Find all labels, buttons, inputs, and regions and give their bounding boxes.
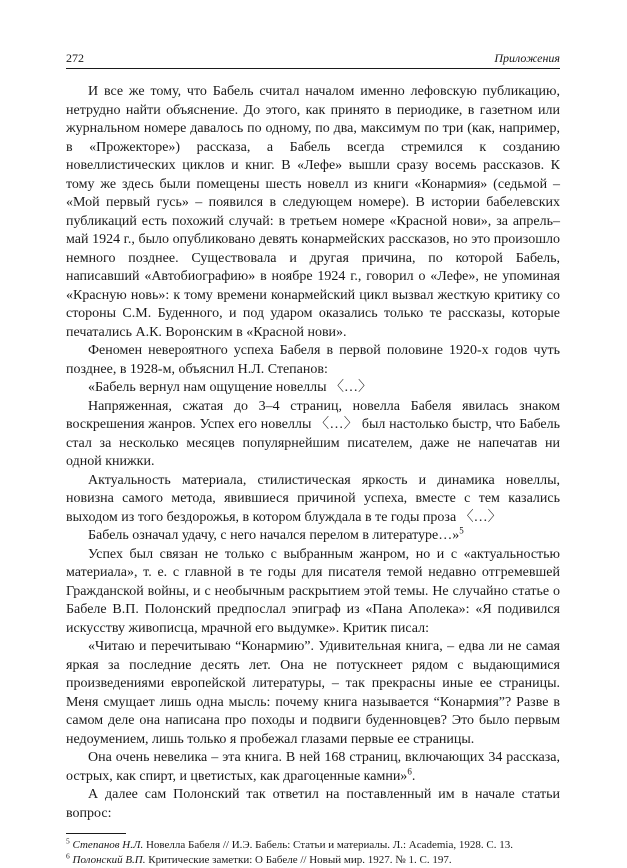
quote-paragraph [66,527,560,546]
footnote-mark: 5 [66,836,70,846]
footnote-ref[interactable]: 5 [459,525,464,536]
paragraph: Успех был связан не только с выбранным жанром, но и с «актуальностью материала», т. е. с главной в те годы для писателя темой недавно отгремевшей Гражданской войны, и с необычным раскрытием этой темы. Не случайно статье о Бабеле В.П. Полонский предпослал эпиграф из «Пана Аполека»: «Я подивился искусству живописца, мрачной его выдумке». Критик писал: [66,546,560,636]
footnote-author: Степанов Н.Л. [72,839,144,851]
quote-paragraph: Напряженная, сжатая до 3–4 страниц, новелла Бабеля явилась знаком воскрешения жанров. Успех его новеллы 〈…〉 был настолько быстр, что Бабель стал за несколько месяцев популярнейшим писателем, даже не напечатав ни одной книжки. [66,398,560,469]
footnote [66,853,560,868]
footnote [66,838,560,853]
paragraph: Феномен невероятного успеха Бабеля в первой половине 1920-х годов чуть позднее, в 1928-м, объяснил Н.Л. Степанов: [66,343,560,377]
footnote-text: Критические заметки: О Бабеле // Новый мир. 1927. № 1. С. 197. [145,854,452,866]
running-title: Приложения [494,51,560,65]
quote-text: Бабель означал удачу, с него начался перелом в литературе…» [88,528,460,543]
book-page [66,50,560,868]
footnote-author: Полонский В.П. [72,854,146,866]
body-text [66,83,560,823]
quote-paragraph: Актуальность материала, стилистическая яркость и динамика новеллы, новизна самого метода, явившиеся причиной успеха, вместе с тем казались выходом из того бездорожья, в котором блуждала в те годы проза 〈…〉 [66,472,560,525]
footnote-ref[interactable]: 6 [407,765,412,776]
footnotes [66,838,560,868]
quote-text: Она очень невелика – эта книга. В ней 168 страниц, включающих 34 рассказа, острых, как спирт, и цветистых, как драгоценные камни» [66,750,560,784]
page-number: 272 [66,51,84,65]
footnote-text: Новелла Бабеля // И.Э. Бабель: Статьи и материалы. Л.: Academia, 1928. С. 13. [143,839,513,851]
footnote-mark: 6 [66,851,70,861]
page-header [66,50,560,69]
paragraph: А далее сам Полонский так ответил на поставленный им в начале статьи вопрос: [66,787,560,821]
footnote-divider [66,833,126,834]
quote-paragraph: Она очень невелика – эта книга. В ней 168 страниц, включающих 34 рассказа, острых, как спирт, и цветистых, как драгоценные камни»$^6$. [66,750,560,784]
paragraph: И все же тому, что Бабель считал началом именно лефовскую публикацию, нетрудно найти объяснение. До этого, как принято в периодике, в газетном или журнальном номере давалось по одному, по два, максимум по три (как, например, в «Прожекторе») рассказа, а Бабель всегда стремился к созданию новеллистических циклов и книг. В «Лефе» вышли сразу восемь рассказов. К тому же здесь были помещены шесть новелл из книги «Конармия» (седьмой – «Мой первый гусь» – появился в следующем номере). В истории бабелевских публикаций есть похожий случай: в третьем номере «Красной нови», за апрель–май 1924 г., было опубликовано девять конармейских рассказов, но это произошло немного позднее. Существовала и другая причина, по которой Бабель, написавший «Автобиографию» в ноябре 1924 г., говорил о «Лефе», не упоминая «Красную новь»: к тому времени конармейский цикл вызвал жесткую критику со стороны С.М. Буденного, и под ударом оказались только те рассказы, которые печатались А.К. Воронским в «Красной нови». [66,84,560,340]
quote-paragraph: «Читаю и перечитываю “Конармию”. Удивительная книга, – едва ли не самая яркая за последние десять лет. Она не потускнеет рядом с выдающимися произведениями европейской литературы, – так прекрасны иные ее страницы. Меня смущает лишь одна мысль: почему книга называется “Конармия”? Разве в самом деле она написана про походы и подвиги буденновцев? Это было первым недоумением, лишь только я пробежал глазами первые ее страницы. [66,639,560,747]
quote-paragraph: «Бабель вернул нам ощущение новеллы 〈…〉 [88,380,373,395]
